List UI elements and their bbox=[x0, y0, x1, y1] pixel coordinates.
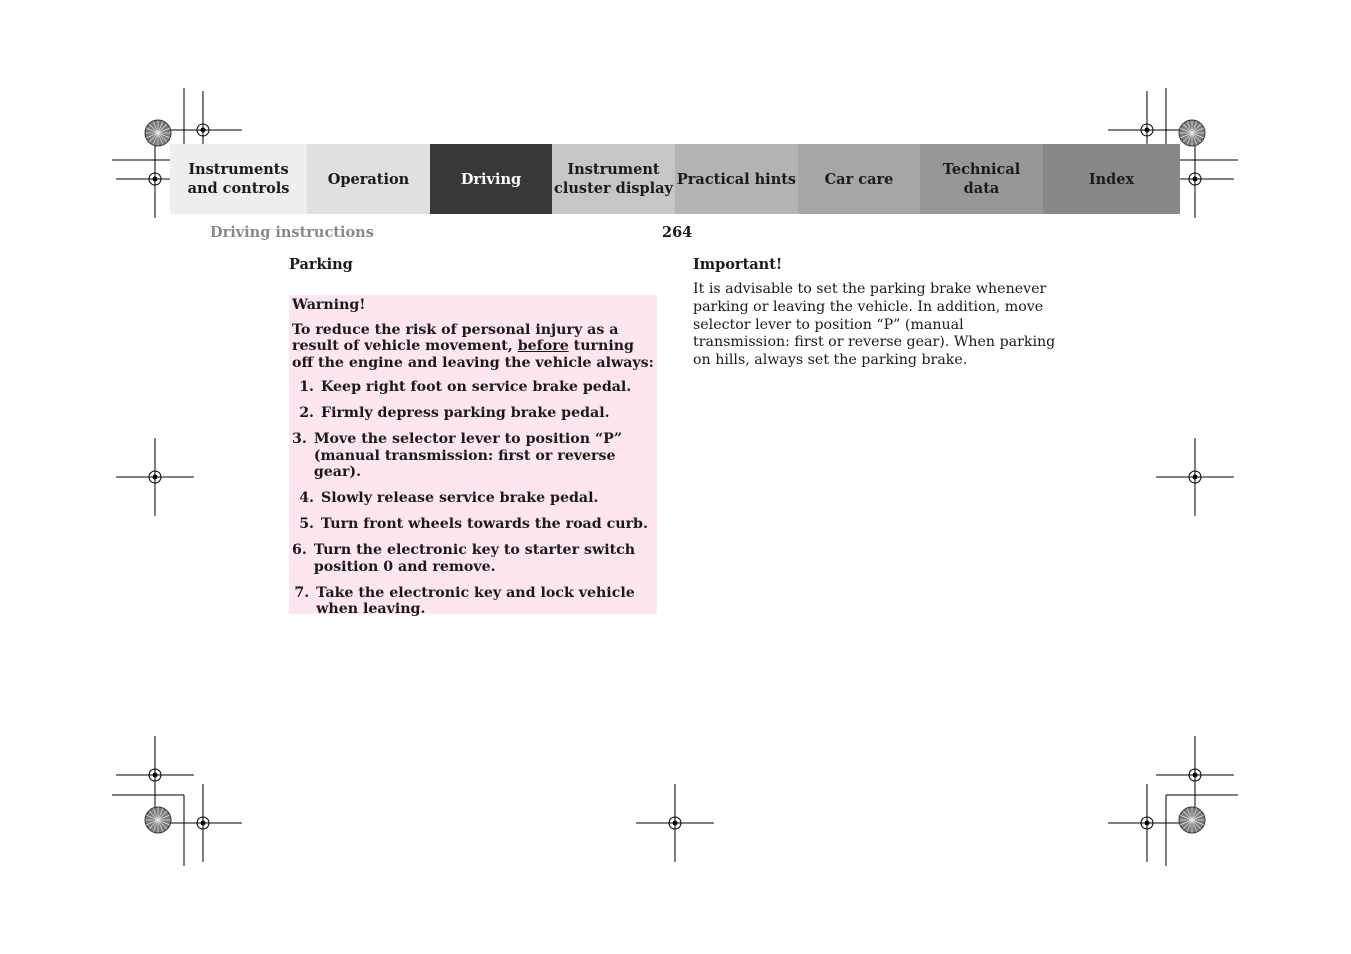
step-text: Keep right foot on service brake pedal. bbox=[321, 379, 632, 395]
parking-heading: Parking bbox=[289, 256, 353, 273]
warning-steps-list bbox=[292, 379, 654, 618]
tab-driving[interactable]: Driving bbox=[430, 144, 552, 214]
list-item bbox=[292, 542, 654, 575]
step-number: 6. bbox=[292, 542, 307, 558]
step-text: Take the electronic key and lock vehicle when leaving. bbox=[316, 584, 635, 617]
important-title: Important! bbox=[693, 256, 783, 273]
warning-box bbox=[289, 295, 657, 617]
tab-instruments-and-controls[interactable]: Instruments and controls bbox=[170, 144, 307, 214]
warning-intro-underlined: before bbox=[517, 338, 569, 354]
section-title: Driving instructions bbox=[210, 224, 374, 241]
list-item bbox=[292, 516, 654, 533]
chapter-tab-bar bbox=[170, 144, 1180, 214]
step-text: Turn front wheels towards the road curb. bbox=[321, 516, 648, 532]
tab-practical-hints[interactable]: Practical hints bbox=[675, 144, 798, 214]
step-number: 3. bbox=[292, 431, 307, 447]
warning-intro bbox=[292, 322, 654, 372]
step-text: Firmly depress parking brake pedal. bbox=[321, 405, 610, 421]
warning-title: Warning! bbox=[292, 297, 366, 313]
tab-instrument-cluster-display[interactable]: Instrument cluster display bbox=[552, 144, 675, 214]
list-item bbox=[292, 405, 654, 422]
tab-index[interactable]: Index bbox=[1043, 144, 1180, 214]
tab-car-care[interactable]: Car care bbox=[798, 144, 920, 214]
list-item bbox=[292, 585, 654, 618]
step-number: 5. bbox=[299, 516, 314, 532]
warning-intro-after: turning off the engine and leaving the vehicle always: bbox=[292, 338, 654, 371]
step-number: 2. bbox=[299, 405, 314, 421]
warning-intro-before: To reduce the risk of personal injury as a result of vehicle movement, bbox=[292, 321, 619, 354]
page-number: 264 bbox=[662, 224, 693, 241]
tab-operation[interactable]: Operation bbox=[307, 144, 430, 214]
step-text: Turn the electronic key to starter switch position 0 and remove. bbox=[313, 542, 636, 575]
important-section bbox=[693, 256, 1063, 370]
list-item bbox=[292, 379, 654, 396]
step-number: 7. bbox=[294, 584, 310, 601]
step-number: 1. bbox=[299, 379, 314, 395]
list-item bbox=[292, 490, 654, 507]
step-text: Slowly release service brake pedal. bbox=[321, 490, 599, 506]
step-text: Move the selector lever to position “P” (manual transmission: first or reverse gear). bbox=[313, 431, 622, 480]
tab-technical-data[interactable]: Technical data bbox=[920, 144, 1043, 214]
list-item bbox=[292, 431, 654, 481]
step-number: 4. bbox=[299, 490, 314, 506]
important-body: It is advisable to set the parking brake whenever parking or leaving the vehicle. In addition, move selector lever to position “P” (manual transmission: first or reverse gear). When parking on hills, always set the parking brake. bbox=[693, 281, 1056, 369]
